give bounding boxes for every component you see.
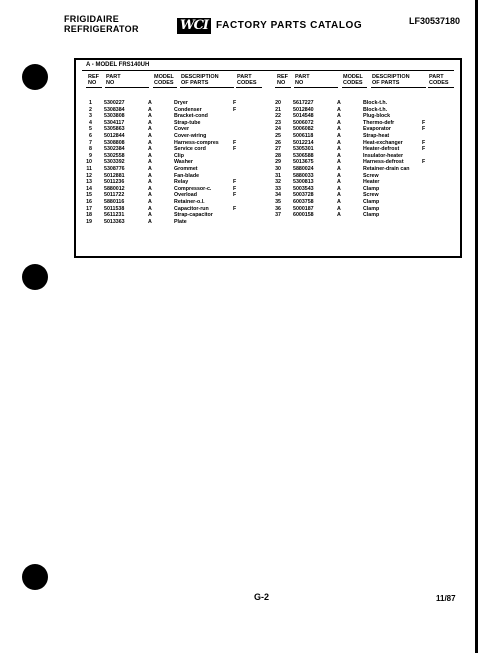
cell-model: A [337, 199, 341, 205]
header-underline [105, 87, 149, 88]
table-row [271, 192, 451, 199]
table-row [271, 146, 451, 153]
table-row [271, 120, 451, 127]
cell-code: F [233, 179, 237, 186]
table-row [82, 126, 262, 133]
header-underline [275, 87, 291, 88]
cell-ref: 7 [89, 139, 92, 146]
cell-ref: 28 [275, 152, 281, 159]
table-row [271, 107, 451, 114]
cell-ref: 19 [86, 218, 92, 225]
product-type: REFRIGERATOR [64, 24, 139, 34]
table-row [271, 212, 451, 219]
header-ref-no-right: REF NO [277, 74, 288, 86]
cell-part: 5308384 [104, 106, 125, 113]
cell-desc: Strap-capacitor [174, 212, 213, 219]
cell-code: F [422, 126, 426, 133]
cell-part: 5611231 [104, 212, 125, 219]
revision-date: 11/87 [436, 594, 456, 603]
cell-part: 5006118 [293, 133, 314, 139]
cell-part: 6003758 [293, 199, 314, 205]
cell-desc: Clip [174, 152, 185, 159]
cell-ref: 17 [86, 205, 92, 212]
cell-desc: Retainer-o.l. [174, 199, 205, 205]
cell-code: F [422, 159, 426, 166]
cell-model: A [337, 172, 341, 179]
table-row [271, 126, 451, 133]
table-row [271, 179, 451, 186]
cell-desc: Condenser [174, 106, 202, 113]
table-row [82, 100, 262, 107]
cell-ref: 30 [275, 166, 281, 172]
cell-model: A [337, 100, 341, 106]
cell-ref: 2 [89, 106, 92, 113]
table-row [271, 173, 451, 180]
cell-ref: 18 [86, 212, 92, 219]
table-row [82, 140, 262, 147]
header-part-codes-left: PART CODES [237, 74, 257, 86]
table-row [271, 100, 451, 107]
cell-model: A [148, 192, 152, 199]
cell-part: 5880033 [293, 172, 314, 179]
cell-ref: 11 [86, 166, 92, 172]
cell-ref: 14 [86, 185, 92, 192]
cell-desc: Overload [174, 192, 197, 199]
cell-model: A [337, 212, 341, 219]
cell-ref: 3 [89, 113, 92, 120]
cell-part: 5303392 [104, 159, 125, 166]
cell-desc: Dryer [174, 100, 188, 106]
cell-desc: Harness-defrost [363, 159, 404, 166]
binder-hole-top [22, 64, 48, 90]
table-row [271, 186, 451, 193]
cell-model: A [337, 192, 341, 199]
header-underline [371, 87, 426, 88]
table-row [271, 140, 451, 147]
cell-code: F [233, 192, 237, 199]
cell-ref: 35 [275, 199, 281, 205]
cell-model: A [337, 179, 341, 186]
cell-model: A [337, 166, 341, 172]
cell-model: A [337, 133, 341, 139]
table-row [271, 113, 451, 120]
cell-part: 5303808 [104, 113, 125, 120]
cell-code: F [233, 139, 237, 146]
cell-ref: 13 [86, 179, 92, 186]
cell-part: 5011236 [104, 179, 125, 186]
cell-part: 5011722 [104, 192, 125, 199]
cell-desc: Clamp [363, 199, 380, 205]
cell-part: 5617227 [293, 100, 314, 106]
header-underline [86, 87, 102, 88]
cell-part: 5880024 [293, 166, 314, 172]
cell-model: A [148, 139, 152, 146]
cell-part: 5012881 [104, 172, 125, 179]
header-ref-no-left: REF NO [88, 74, 99, 86]
cell-part: 5013363 [104, 218, 125, 225]
cell-desc: Service cord [174, 146, 206, 153]
page-number: G-2 [254, 592, 270, 602]
header-part-no-left: PART NO [106, 74, 121, 86]
cell-code: F [422, 146, 426, 153]
cell-desc: Plate [174, 218, 187, 225]
cell-ref: 5 [89, 126, 92, 133]
binder-hole-middle [22, 264, 48, 290]
cell-model: A [148, 166, 152, 172]
cell-ref: 37 [275, 212, 281, 219]
cell-part: 5880116 [104, 199, 125, 205]
cell-model: A [337, 185, 341, 192]
cell-desc: Heater-defrost [363, 146, 400, 153]
header-underline [153, 87, 177, 88]
cell-ref: 24 [275, 126, 281, 133]
cell-part: 5306588 [293, 152, 314, 159]
cell-code: F [233, 106, 237, 113]
cell-desc: Cover [174, 126, 190, 133]
cell-part: 5880012 [104, 185, 125, 192]
cell-part: 5300813 [293, 179, 314, 186]
cell-ref: 23 [275, 119, 281, 126]
table-row [82, 146, 262, 153]
cell-desc: Block-t.h. [363, 106, 388, 113]
table-row [82, 186, 262, 193]
cell-model: A [148, 113, 152, 120]
cell-model: A [148, 179, 152, 186]
cell-part: 5308776 [104, 166, 125, 172]
cell-model: A [337, 139, 341, 146]
cell-ref: 27 [275, 146, 281, 153]
header-underline [428, 87, 454, 88]
cell-desc: Grommet [174, 166, 198, 172]
cell-code: F [233, 100, 237, 106]
table-row [82, 159, 262, 166]
cell-model: A [148, 185, 152, 192]
cell-desc: Heater [363, 179, 380, 186]
cell-model: A [337, 159, 341, 166]
cell-part: 5302384 [104, 146, 125, 153]
cell-model: A [148, 133, 152, 139]
table-row [82, 120, 262, 127]
cell-model: A [148, 119, 152, 126]
cell-model: A [337, 126, 341, 133]
wci-logo: WCI [177, 18, 211, 34]
cell-desc: Harness-compres [174, 139, 219, 146]
cell-desc: Cover-wiring [174, 133, 207, 139]
brand-name: FRIGIDAIRE [64, 14, 120, 24]
cell-part: 5308808 [104, 139, 125, 146]
cell-ref: 22 [275, 113, 281, 120]
cell-desc: Screw [363, 172, 379, 179]
cell-ref: 32 [275, 179, 281, 186]
model-line: A - MODEL FRS140UH [86, 62, 150, 68]
cell-desc: Compressor-c. [174, 185, 212, 192]
cell-ref: 21 [275, 106, 281, 113]
cell-model: A [148, 159, 152, 166]
cell-model: A [148, 212, 152, 219]
table-row [271, 199, 451, 206]
header-model-codes-right: MODEL CODES [343, 74, 363, 86]
cell-part: 5012214 [293, 139, 314, 146]
catalog-number: LF30537180 [408, 16, 460, 26]
cell-desc: Bracket-cond [174, 113, 208, 120]
cell-model: A [337, 113, 341, 120]
cell-ref: 6 [89, 133, 92, 139]
cell-code: F [233, 205, 237, 212]
header-underline [180, 87, 234, 88]
cell-ref: 36 [275, 205, 281, 212]
brand-block [64, 14, 139, 34]
header-underline [294, 87, 338, 88]
cell-ref: 34 [275, 192, 281, 199]
cell-ref: 31 [275, 172, 281, 179]
cell-part: 5006082 [293, 126, 314, 133]
cell-part: 5011538 [104, 205, 125, 212]
header-part-no-right: PART NO [295, 74, 310, 86]
cell-model: A [148, 199, 152, 205]
cell-desc: Plug-block [363, 113, 391, 120]
model-rule [82, 70, 454, 71]
header-description-left: DESCRIPTION OF PARTS [181, 74, 219, 86]
cell-part: 5003728 [293, 192, 314, 199]
cell-desc: Fan-blade [174, 172, 200, 179]
table-row [271, 166, 451, 173]
header-underline [236, 87, 262, 88]
cell-desc: Washer [174, 159, 193, 166]
header-underline [342, 87, 367, 88]
cell-model: A [148, 106, 152, 113]
catalog-title: FACTORY PARTS CATALOG [216, 20, 363, 31]
table-row [82, 212, 262, 219]
cell-code: F [422, 119, 426, 126]
cell-desc: Evaporator [363, 126, 391, 133]
cell-part: 5006072 [293, 119, 314, 126]
cell-desc: Clamp [363, 205, 380, 212]
cell-part: 5305301 [293, 146, 314, 153]
cell-model: A [148, 172, 152, 179]
cell-ref: 25 [275, 133, 281, 139]
table-row [82, 133, 262, 140]
cell-model: A [148, 152, 152, 159]
cell-model: A [148, 218, 152, 225]
cell-code: F [422, 139, 426, 146]
table-row [271, 206, 451, 213]
cell-desc: Strap-tube [174, 119, 201, 126]
cell-ref: 9 [89, 152, 92, 159]
table-row [82, 107, 262, 114]
cell-ref: 4 [89, 119, 92, 126]
cell-model: A [337, 119, 341, 126]
cell-model: A [337, 152, 341, 159]
cell-desc: Clamp [363, 185, 380, 192]
cell-desc: Heat-exchanger [363, 139, 403, 146]
cell-desc: Relay [174, 179, 189, 186]
cell-ref: 20 [275, 100, 281, 106]
parts-table-frame [74, 58, 462, 258]
cell-desc: Capacitor-run [174, 205, 209, 212]
cell-part: 5302558 [104, 152, 125, 159]
cell-part: 5012840 [293, 106, 314, 113]
cell-part: 5014548 [293, 113, 314, 120]
cell-desc: Strap-heat [363, 133, 390, 139]
cell-desc: Retainer-drain can [363, 166, 410, 172]
cell-ref: 26 [275, 139, 281, 146]
table-row [271, 153, 451, 160]
table-row [82, 166, 262, 173]
table-row [82, 199, 262, 206]
cell-part: 5304117 [104, 119, 125, 126]
cell-model: A [148, 205, 152, 212]
binder-hole-bottom [22, 564, 48, 590]
cell-part: 5000187 [293, 205, 314, 212]
cell-ref: 33 [275, 185, 281, 192]
table-row [82, 206, 262, 213]
cell-desc: Block-t.h. [363, 100, 388, 106]
cell-ref: 15 [86, 192, 92, 199]
header-part-codes-right: PART CODES [429, 74, 449, 86]
cell-model: A [148, 100, 152, 106]
cell-ref: 16 [86, 199, 92, 205]
cell-part: 6000158 [293, 212, 314, 219]
table-row [82, 153, 262, 160]
cell-ref: 29 [275, 159, 281, 166]
page-edge-line [475, 0, 478, 653]
cell-desc: Clamp [363, 212, 380, 219]
cell-desc: Thermo-defr [363, 119, 395, 126]
cell-desc: Screw [363, 192, 379, 199]
cell-code: F [233, 146, 237, 153]
cell-part: 5012844 [104, 133, 125, 139]
table-row [82, 179, 262, 186]
table-row [82, 192, 262, 199]
cell-ref: 10 [86, 159, 92, 166]
cell-model: A [148, 146, 152, 153]
cell-model: A [337, 106, 341, 113]
cell-desc: Insulator-heater [363, 152, 404, 159]
cell-ref: 8 [89, 146, 92, 153]
table-row [271, 159, 451, 166]
cell-part: 5003543 [293, 185, 314, 192]
cell-ref: 12 [86, 172, 92, 179]
cell-part: 5013675 [293, 159, 314, 166]
cell-code: F [233, 185, 237, 192]
cell-part: 5300227 [104, 100, 125, 106]
header-description-right: DESCRIPTION OF PARTS [372, 74, 410, 86]
table-row [82, 113, 262, 120]
header-model-codes-left: MODEL CODES [154, 74, 174, 86]
table-row [271, 133, 451, 140]
cell-model: A [337, 205, 341, 212]
table-row [82, 219, 262, 226]
cell-ref: 1 [89, 100, 92, 106]
cell-part: 5305863 [104, 126, 125, 133]
page-header [64, 14, 466, 44]
cell-model: A [337, 146, 341, 153]
cell-model: A [148, 126, 152, 133]
table-row [82, 173, 262, 180]
